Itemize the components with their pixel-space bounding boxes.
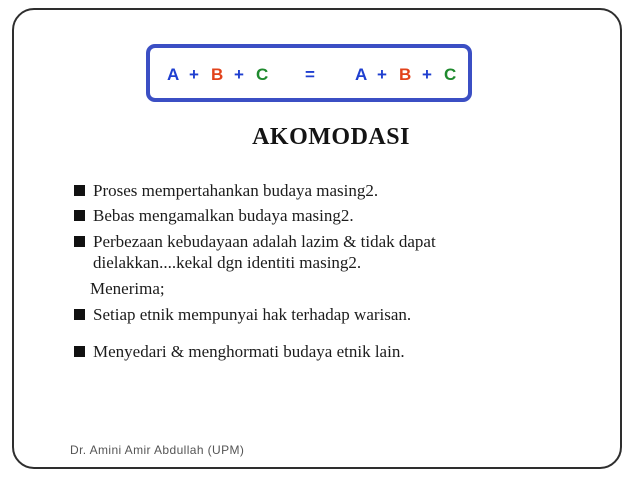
eq-equals: = [305,65,315,84]
subheading: Menerima; [90,279,165,298]
slide-title: AKOMODASI [252,124,410,150]
bullet-square-icon [74,346,85,357]
bullet-item [74,304,534,325]
bullet-square-icon [74,309,85,320]
bullet-square-icon [74,210,85,221]
eq-left-b: B [211,65,224,84]
eq-left-c: C [256,65,269,84]
bullet-item [74,205,534,226]
eq-left-plus-2: + [234,65,244,84]
eq-left-a: A [167,65,180,84]
bullet-square-icon [74,236,85,247]
bullet-item [74,231,534,273]
eq-right-c: C [444,65,457,84]
footer-author: Dr. Amini Amir Abdullah (UPM) [70,443,245,457]
bullet-text: Setiap etnik mempunyai hak terhadap warisan. [93,305,412,324]
bullet-text: Proses mempertahankan budaya masing2. [93,181,379,200]
bullet-text: Menyedari & menghormati budaya etnik lain. [93,342,405,361]
bullet-text: Perbezaan kebudayaan adalah lazim & tidak dapat dielakkan....kekal dgn identiti masing2. [93,232,436,272]
eq-right-plus-2: + [422,65,432,84]
bullet-square-icon [74,185,85,196]
content-body [74,180,534,362]
eq-right-a: A [355,65,368,84]
bullet-text: Bebas mengamalkan budaya masing2. [93,206,354,225]
equation-box [146,44,472,102]
bullet-item [74,180,534,201]
eq-right-b: B [399,65,412,84]
eq-right-plus-1: + [377,65,387,84]
eq-left-plus-1: + [189,65,199,84]
bullet-item [74,341,534,362]
